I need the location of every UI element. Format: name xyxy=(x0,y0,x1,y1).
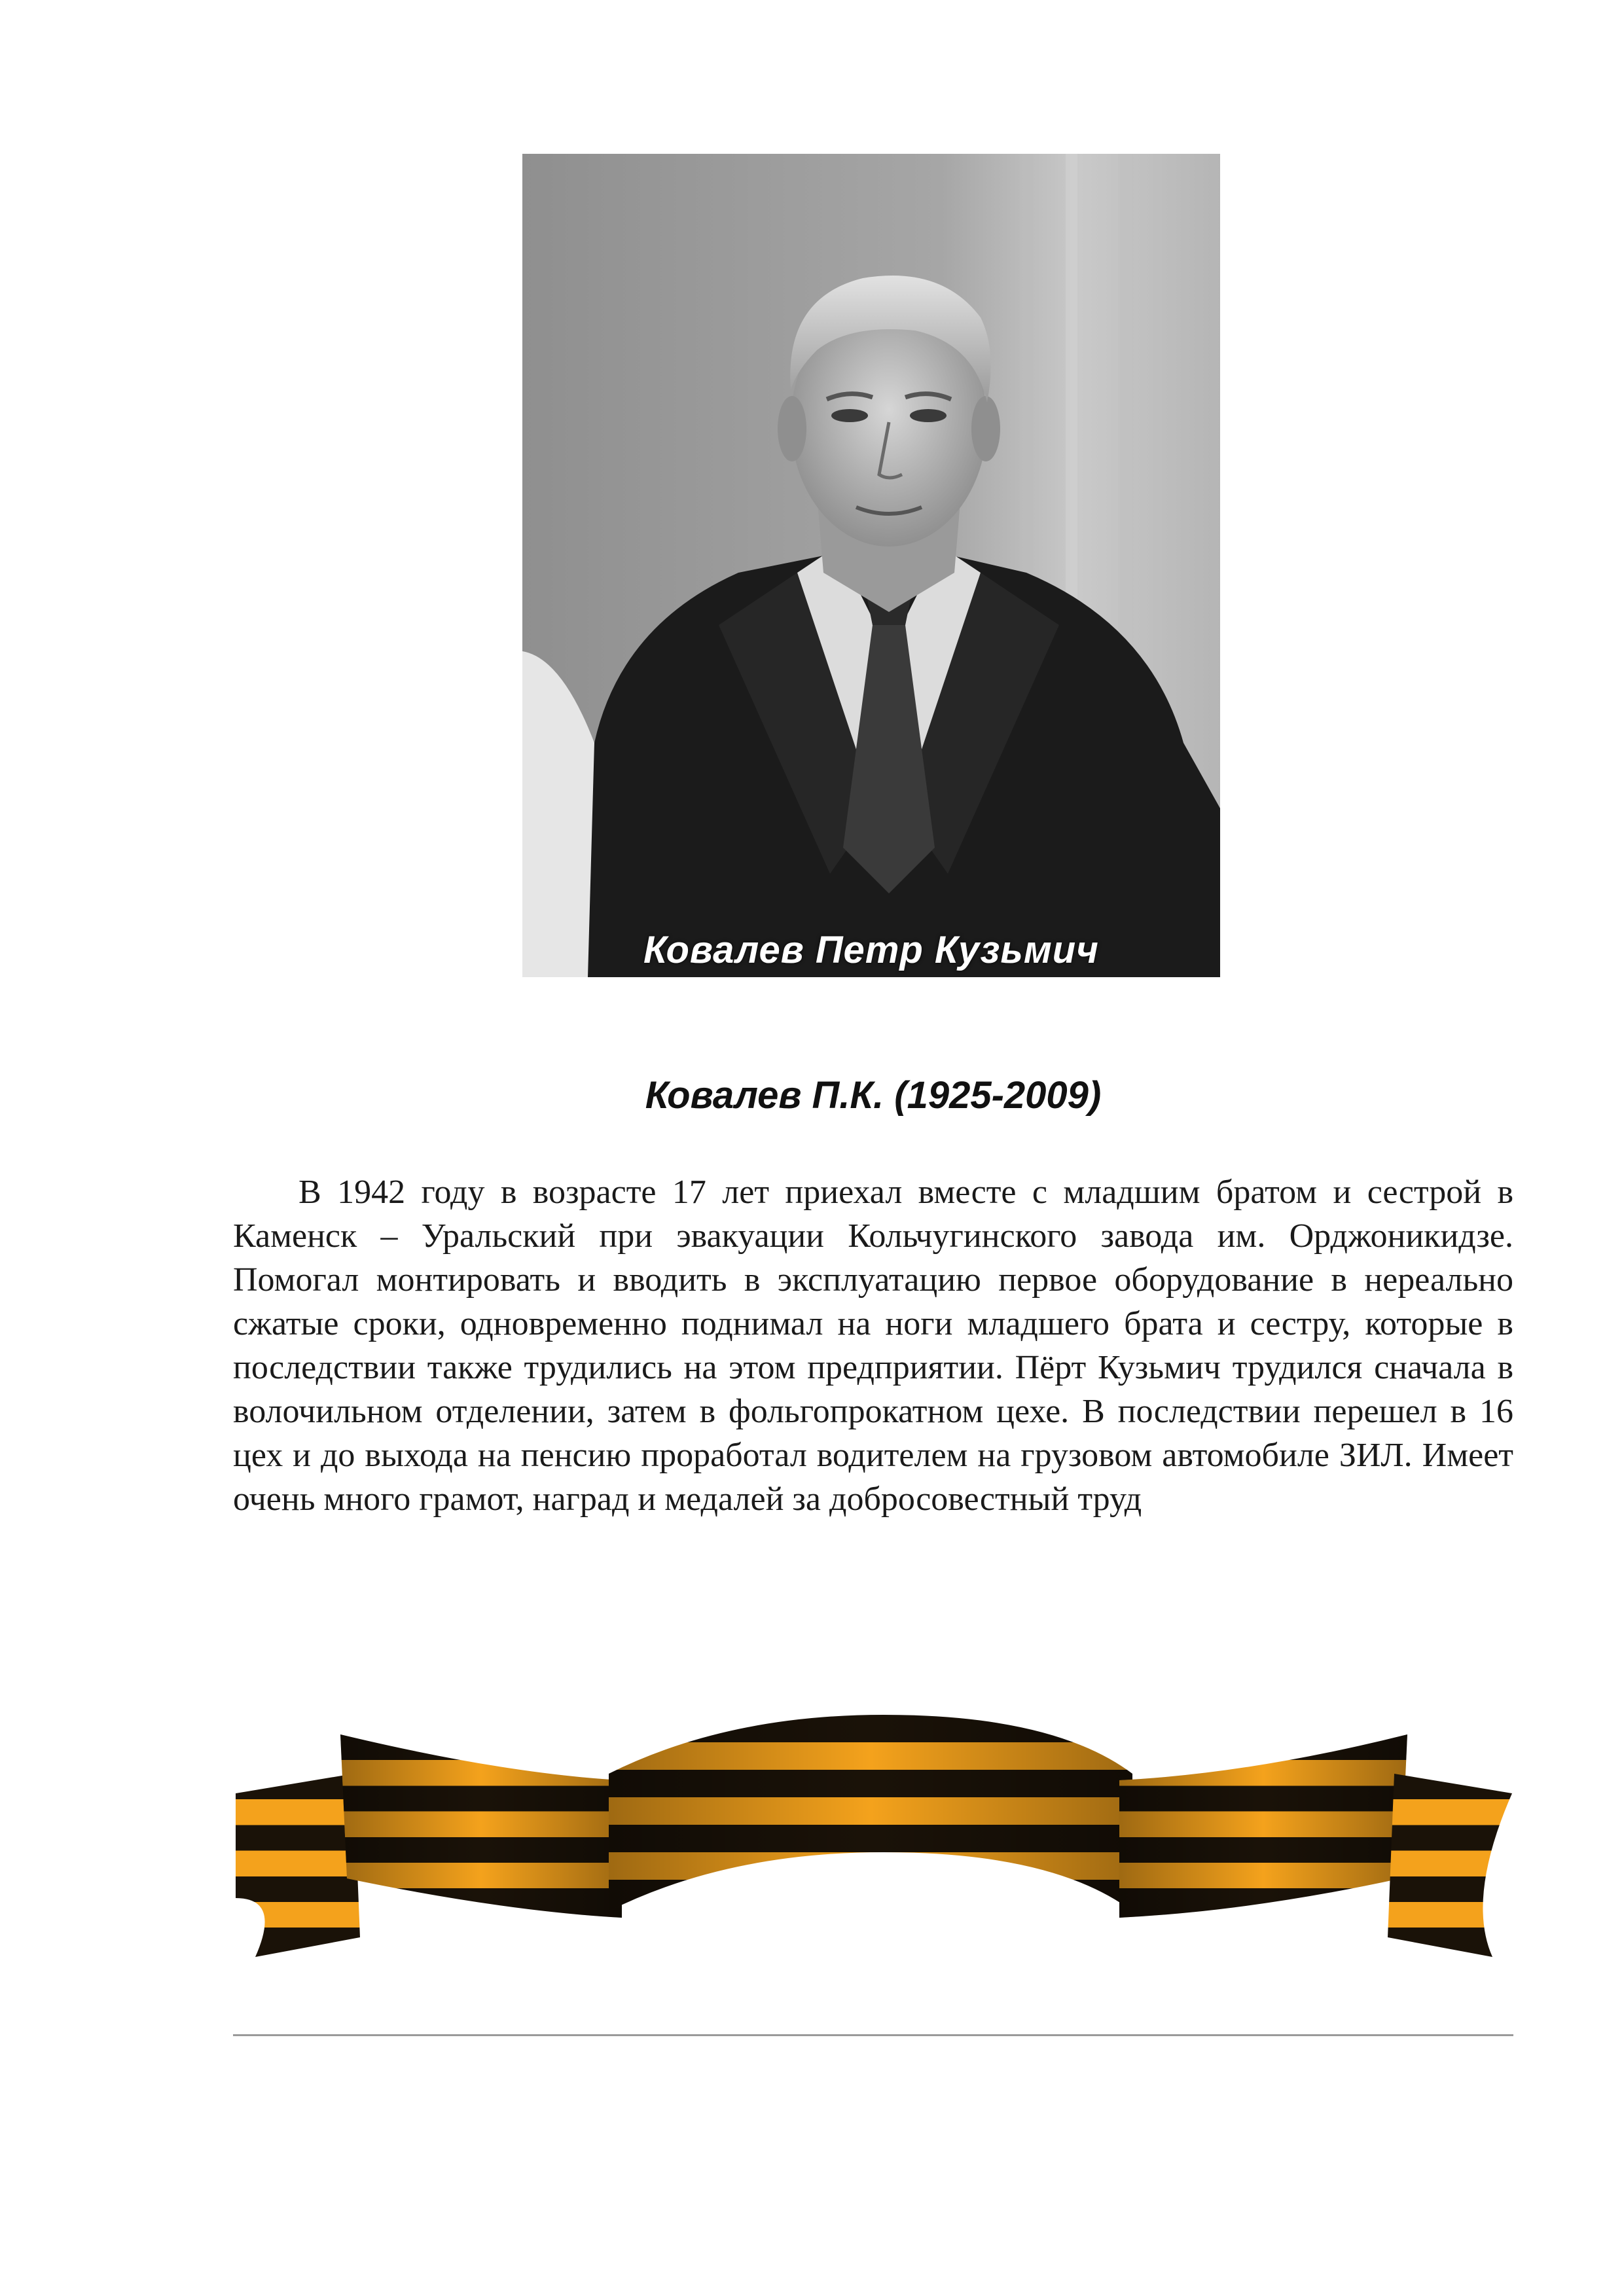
divider-line xyxy=(233,2034,1513,2036)
photo-caption: Ковалев Петр Кузьмич xyxy=(643,929,1099,971)
biography-paragraph: В 1942 году в возрасте 17 лет приехал вместе с младшим братом и сестрой в Каменск – Уральский при эвакуации Кольчугинского завода им. Орджоникидзе. Помогал монтировать и вводить в эксплуатацию первое оборудование в нереально сжатые сроки, одновременно поднимал на ноги младшего брата и сестру, которые в последствии также трудились на этом предприятии. Пёрт Кузьмич трудился сначала в волочильном отделении, затем в фольгопрокатном цехе. В последствии перешел в 16 цех и до выхода на пенсию проработал водителем на грузовом автомобиле ЗИЛ. Имеет очень много грамот, наград и медалей за добросовестный труд xyxy=(233,1174,1513,1518)
portrait-image xyxy=(522,154,1220,977)
portrait-photo xyxy=(522,154,1220,977)
page-title: Ковалев П.К. (1925-2009) xyxy=(645,1074,1102,1117)
st-george-ribbon-image xyxy=(229,1702,1519,1977)
